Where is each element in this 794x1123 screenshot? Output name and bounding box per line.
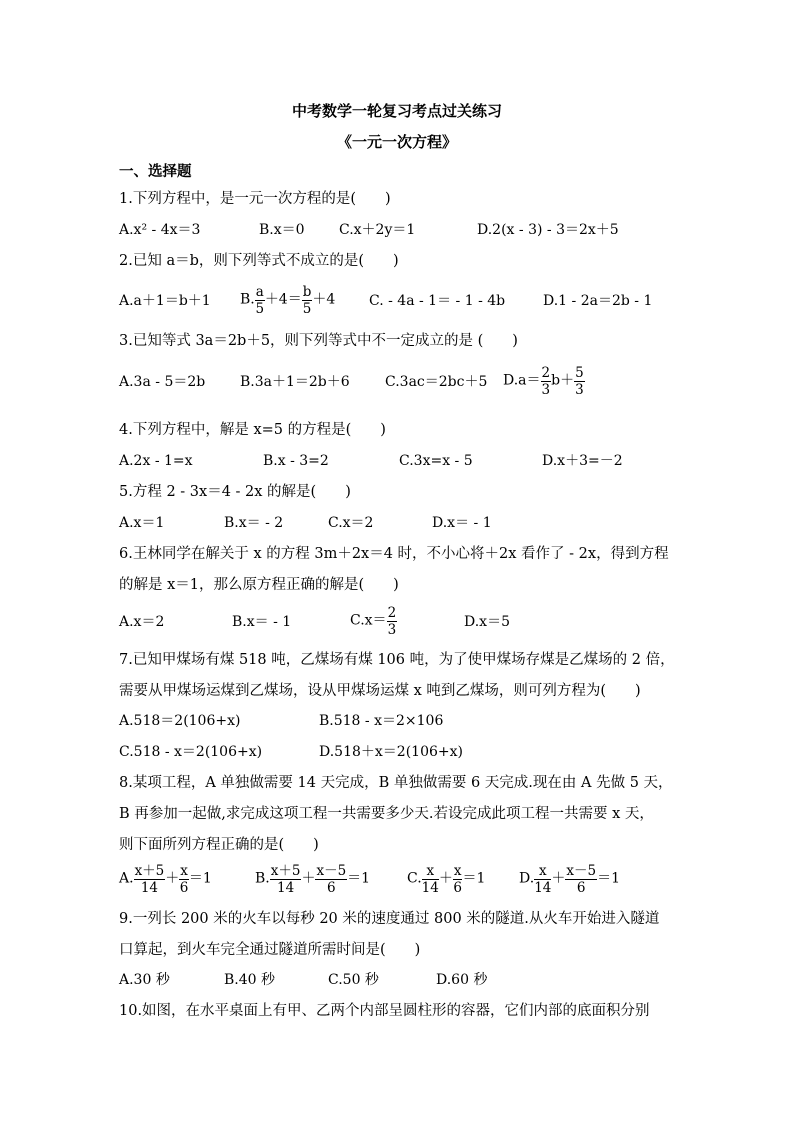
question-9-option-a: A.30 秒 [119, 972, 170, 988]
question-9-option-b: B.40 秒 [224, 972, 276, 988]
question-3-stem: 3.已知等式 3a＝2b＋5，则下列等式中不一定成立的是 ( ) [119, 333, 518, 349]
page-title: 中考数学一轮复习考点过关练习 [291, 102, 502, 120]
fraction: $\frac{x}{6}$ [453, 863, 462, 896]
fraction: $\frac{2}{3}$ [541, 365, 551, 398]
fraction: $\frac{x+5}{14}$ [270, 863, 301, 896]
question-7-option-d: D.518＋x＝2(106+x) [319, 744, 463, 760]
question-6-option-c: C.x＝ $\frac{2}{3}$ [350, 605, 397, 638]
question-8-option-a: A. $\frac{x+5}{14}$ ＋ $\frac{x}{6}$ ＝1 [119, 863, 212, 896]
question-8-option-d: D. $\frac{x}{14}$ ＋ $\frac{x-5}{6}$ ＝1 [519, 863, 620, 896]
question-3-option-d: D.a＝ $\frac{2}{3}$ b＋ $\frac{5}{3}$ [503, 365, 584, 398]
question-2-option-a: A.a＋1＝b＋1 [119, 293, 211, 309]
fraction: $\frac{x}{6}$ [179, 863, 189, 896]
question-9-option-c: C.50 秒 [328, 972, 379, 988]
question-6-option-a: A.x＝2 [119, 614, 165, 630]
question-4-stem: 4.下列方程中，解是 x=5 的方程是( ) [119, 422, 386, 438]
question-8-stem-line-1: 8.某项工程，A 单独做需要 14 天完成，B 单独做需要 6 天完成.现在由 A 先做 5 天， [119, 775, 673, 791]
question-1-option-c: C.x＋2y＝1 [339, 222, 416, 238]
question-2-option-b: B. $\frac{a}{5}$ ＋4＝ $\frac{b}{5}$ ＋4 [240, 284, 336, 317]
question-4-option-c: C.3x=x - 5 [399, 453, 473, 469]
question-6-stem-line-1: 6.王林同学在解关于 x 的方程 3m＋2x＝4 时，不小心将＋2x 看作了 - 2x，得到方程 [119, 546, 669, 562]
question-4-option-b: B.x - 3=2 [263, 453, 329, 469]
question-6-option-b: B.x＝ - 1 [232, 614, 292, 630]
question-8-stem-line-3: 则下面所列方程正确的是( ) [119, 837, 319, 853]
question-3-option-b: B.3a＋1＝2b＋6 [240, 374, 350, 390]
question-2-option-d: D.1 - 2a＝2b - 1 [543, 293, 653, 309]
question-7-option-b: B.518 - x＝2×106 [319, 713, 444, 729]
question-5-stem: 5.方程 2 - 3x＝4 - 2x 的解是( ) [119, 484, 351, 500]
question-5-option-a: A.x＝1 [119, 515, 165, 531]
question-1-option-d: D.2(x - 3) - 3＝2x＋5 [477, 222, 619, 238]
section-heading: 一、选择题 [119, 163, 192, 180]
question-8-option-b: B. $\frac{x+5}{14}$ ＋ $\frac{x-5}{6}$ ＝1 [255, 863, 371, 896]
question-7-stem-line-1: 7.已知甲煤场有煤 518 吨，乙煤场有煤 106 吨，为了使甲煤场存煤是乙煤场的 2 倍， [119, 652, 675, 668]
question-2-stem: 2.已知 a＝b，则下列等式不成立的是( ) [119, 253, 399, 269]
fraction: $\frac{x-5}{6}$ [566, 863, 597, 896]
fraction: $\frac{b}{5}$ [302, 284, 312, 317]
question-6-stem-line-2: 的解是 x＝1，那么原方程正确的解是( ) [119, 577, 399, 593]
question-5-option-b: B.x＝ - 2 [224, 515, 284, 531]
question-9-stem-line-1: 9.一列长 200 米的火车以每秒 20 米的速度通过 800 米的隧道.从火车开始进入隧道 [119, 911, 660, 927]
question-8-option-c: C. $\frac{x}{14}$ ＋ $\frac{x}{6}$ ＝1 [407, 863, 486, 896]
fraction: $\frac{5}{3}$ [575, 365, 584, 398]
question-3-option-a: A.3a - 5＝2b [119, 374, 206, 390]
page-subtitle: 《一元一次方程》 [336, 133, 457, 151]
question-7-option-c: C.518 - x＝2(106+x) [119, 744, 263, 760]
fraction: $\frac{x+5}{14}$ [134, 863, 165, 896]
question-4-option-a: A.2x - 1=x [119, 453, 193, 469]
fraction: $\frac{x}{14}$ [534, 863, 552, 896]
question-8-stem-line-2: B 再参加一起做,求完成这项工程一共需要多少天.若设完成此项工程一共需要 x 天， [119, 806, 654, 822]
fraction: $\frac{x}{14}$ [421, 863, 439, 896]
question-2-option-c: C. - 4a - 1＝ - 1 - 4b [369, 293, 506, 309]
question-7-stem-line-2: 需要从甲煤场运煤到乙煤场，设从甲煤场运煤 x 吨到乙煤场，则可列方程为( ) [119, 683, 641, 699]
question-1-option-a: A.x² - 4x＝3 [119, 222, 201, 238]
question-4-option-d: D.x＋3=－2 [542, 453, 623, 469]
question-5-option-d: D.x＝ - 1 [432, 515, 492, 531]
question-6-option-d: D.x＝5 [464, 614, 510, 630]
question-1-option-b: B.x＝0 [259, 222, 305, 238]
question-7-option-a: A.518＝2(106+x) [119, 713, 241, 729]
question-10-stem-line-1: 10.如图，在水平桌面上有甲、乙两个内部呈圆柱形的容器，它们内部的底面积分别 [119, 1003, 650, 1019]
fraction: $\frac{x-5}{6}$ [316, 863, 347, 896]
question-3-option-c: C.3ac＝2bc＋5 [385, 374, 488, 390]
question-9-option-d: D.60 秒 [436, 972, 488, 988]
fraction: $\frac{a}{5}$ [255, 284, 265, 317]
question-1-stem: 1.下列方程中，是一元一次方程的是( ) [119, 191, 391, 207]
fraction: $\frac{2}{3}$ [387, 605, 397, 638]
question-5-option-c: C.x＝2 [328, 515, 374, 531]
question-9-stem-line-2: 口算起，到火车完全通过隧道所需时间是( ) [119, 942, 421, 958]
